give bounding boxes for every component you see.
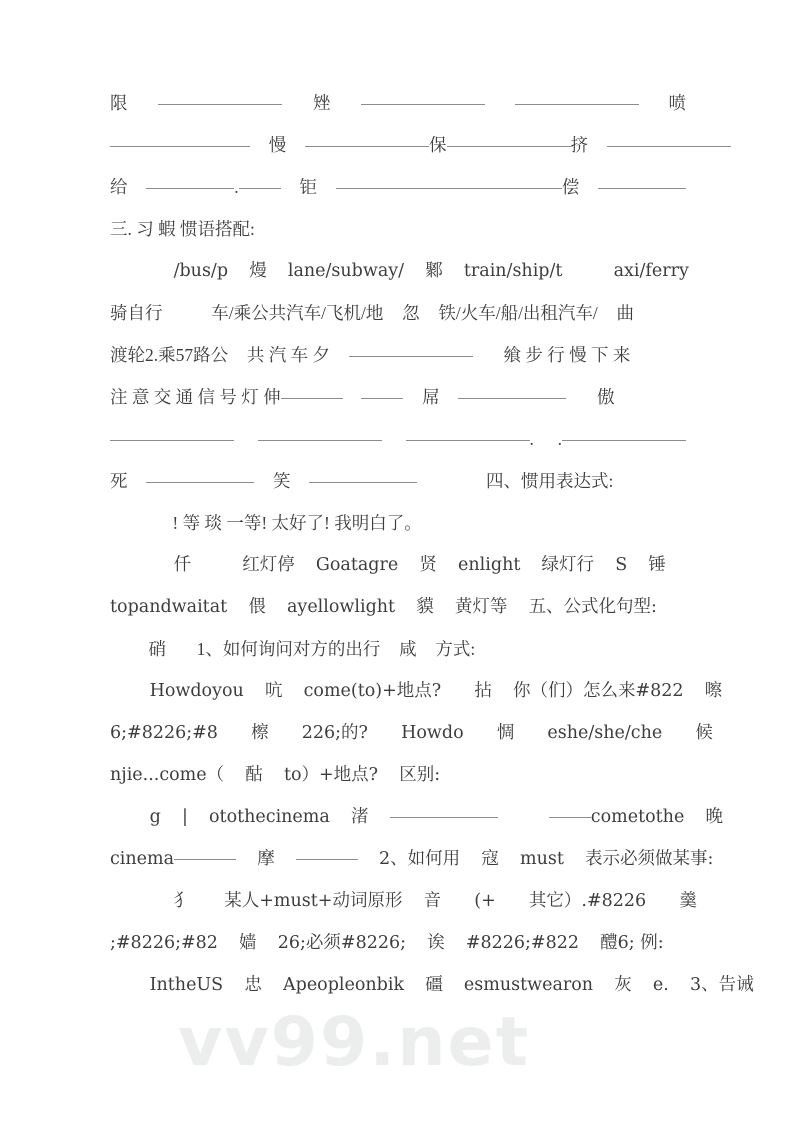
line9-punct-2: . — [557, 429, 562, 449]
line21-seg-d: 诶 — [427, 933, 445, 953]
text-line-17 — [110, 754, 686, 796]
line14-seg-b: 1、如何询问对方的出行 — [196, 639, 381, 659]
line19-seg-e: must — [519, 849, 564, 869]
line13-seg-b: 偎 — [248, 597, 266, 617]
line5-seg-a: /bus/p — [173, 261, 229, 281]
text-line-21 — [110, 922, 686, 964]
line5-seg-d: 鄹 — [425, 261, 443, 281]
fill-blank[interactable] — [460, 187, 562, 189]
fill-blank[interactable] — [296, 858, 358, 860]
line16-seg-f: eshe/she/che — [547, 723, 663, 743]
line15-seg-a: Howdoyou — [149, 681, 244, 701]
line5-seg-b: 熳 — [249, 261, 267, 281]
line12-seg-d: 贤 — [419, 555, 437, 575]
line13-seg-c: ayellowlight — [287, 597, 396, 617]
line20-seg-a: 犭 — [173, 891, 192, 911]
text-line-18 — [110, 796, 723, 838]
line20-seg-f: 羹 — [679, 891, 697, 911]
line5-seg-c: lane/subway/ — [287, 261, 405, 281]
line6-seg-d: 铁/火车/船/出租汽车/ — [438, 303, 598, 323]
line19-seg-a: cinema — [110, 849, 175, 869]
line16-seg-d: Howdo — [401, 723, 464, 743]
line16-seg-c: 226;的? — [301, 723, 368, 743]
fill-blank[interactable] — [361, 103, 485, 105]
line14-seg-c: 咸 — [399, 639, 417, 659]
line15-seg-d: 拈 — [474, 681, 492, 701]
line12-seg-a: 仟 — [173, 555, 192, 575]
line15-seg-c: come(to)+地点? — [303, 681, 442, 701]
line15-seg-e: 你（们）怎么来#822 — [512, 681, 684, 701]
line3-punct: . — [234, 177, 239, 197]
document-body — [110, 82, 754, 1006]
text-line-15 — [110, 670, 723, 712]
line10-seg-a: 死 — [110, 471, 128, 491]
text-line-19 — [110, 838, 714, 880]
line7-seg-a: 渡轮2.乘57路公 — [110, 345, 229, 365]
line21-seg-e: #8226;#822 — [465, 933, 579, 953]
line18-seg-c: 渚 — [350, 807, 369, 827]
fill-blank[interactable] — [349, 355, 473, 357]
text-line-22 — [110, 964, 754, 1006]
line10-seg-b: 笑 — [273, 471, 291, 491]
text-line-4-section-heading-3 — [110, 208, 686, 250]
line13-seg-e: 黄灯等 — [454, 597, 508, 617]
line2-char-2: 保 — [429, 135, 447, 155]
line1-char-1: 限 — [110, 93, 128, 113]
fill-blank[interactable] — [390, 816, 498, 818]
line2-char-1: 慢 — [268, 135, 287, 155]
line19-seg-f: 表示必须做某事: — [585, 849, 714, 869]
text-line-20 — [110, 880, 697, 922]
line1-char-3: 喷 — [668, 93, 686, 113]
line18-vertical-bar: | — [181, 807, 188, 827]
line22-seg-e: esmustwearon — [463, 975, 594, 995]
line8-seg-c: 傲 — [597, 387, 615, 407]
line8-seg-b: 屌 — [422, 387, 440, 407]
fill-blank[interactable] — [258, 439, 382, 441]
line3-char-1: 给 — [110, 177, 128, 197]
fill-blank[interactable] — [406, 439, 530, 441]
line16-seg-g: 候 — [695, 723, 713, 743]
text-line-2 — [110, 124, 686, 166]
line12-seg-g: S — [615, 555, 628, 575]
line21-seg-a: ;#8226;#82 — [110, 933, 218, 953]
line6-seg-e: 曲 — [616, 303, 635, 323]
fill-blank[interactable] — [309, 481, 417, 483]
fill-blank[interactable] — [549, 816, 591, 818]
line11-seg-a: ! 等 琰 一等! 太好了! 我明白了。 — [172, 513, 422, 533]
fill-blank[interactable] — [158, 103, 282, 105]
line20-seg-e: 其它）.#8226 — [528, 891, 647, 911]
line7-seg-b: 共 汽 车 夕 — [246, 345, 330, 365]
line8-seg-a: 注 意 交 通 信 号 灯 伸 — [110, 387, 281, 407]
fill-blank[interactable] — [146, 187, 234, 189]
line16-seg-b: 檫 — [251, 723, 269, 743]
line12-seg-h: 锤 — [648, 555, 666, 575]
line18-seg-d: cometothe — [590, 807, 685, 827]
line1-char-2: 矬 — [313, 93, 331, 113]
line17-seg-b: 酤 — [245, 765, 263, 785]
text-line-8 — [110, 376, 686, 418]
text-line-10 — [110, 460, 686, 502]
line22-seg-c: Apeopleonbik — [282, 975, 405, 995]
text-line-9 — [110, 418, 686, 460]
line6-seg-c: 忽 — [402, 303, 420, 323]
line14-seg-d: 方式: — [435, 639, 476, 659]
line3-char-2: 钜 — [299, 177, 317, 197]
text-line-7 — [110, 334, 686, 376]
fill-blank[interactable] — [281, 397, 343, 399]
line16-seg-a: 6;#8226;#8 — [110, 723, 218, 743]
fill-blank[interactable] — [598, 187, 686, 189]
line16-seg-e: 惆 — [496, 723, 515, 743]
line15-seg-f: 嚓 — [704, 681, 723, 701]
line7-seg-c: 飨 步 行 慢 下 来 — [503, 345, 631, 365]
line20-seg-d: (+ — [474, 891, 496, 911]
text-line-11 — [110, 502, 686, 544]
line18-seg-a: g — [149, 807, 161, 827]
line22-seg-h: 3、告诫 — [689, 975, 754, 995]
line12-seg-b: 红灯停 — [242, 555, 295, 575]
fill-blank[interactable] — [110, 439, 234, 441]
line19-seg-c: 2、如何用 — [379, 849, 461, 869]
line13-seg-a: topandwaitat — [110, 597, 228, 617]
line19-seg-d: 寇 — [481, 849, 499, 869]
fill-blank[interactable] — [562, 439, 686, 441]
line21-seg-b: 嫱 — [239, 933, 257, 953]
fill-blank[interactable] — [174, 858, 236, 860]
line2-char-3: 挤 — [570, 135, 588, 155]
line13-seg-d: 貘 — [416, 597, 434, 617]
fill-blank[interactable] — [305, 145, 429, 147]
fill-blank[interactable] — [515, 103, 639, 105]
section-heading-3: 三. 习 蝦 惯语搭配: — [110, 219, 255, 239]
line15-seg-b: 吭 — [264, 681, 283, 701]
text-line-13 — [110, 586, 686, 628]
line12-seg-f: 绿灯行 — [541, 555, 595, 575]
line5-seg-f: axi/ferry — [613, 261, 689, 281]
line21-seg-f: 醴6; 例: — [600, 933, 664, 953]
line18-seg-e: 晚 — [705, 807, 723, 827]
watermark-text: vv99.net — [178, 1003, 531, 1082]
line6-seg-b: 车/乘公共汽车/飞机/地 — [211, 303, 384, 323]
section-heading-5: 五、公式化句型: — [528, 597, 657, 617]
text-line-16 — [110, 712, 713, 754]
line9-punct-1: . — [529, 429, 534, 449]
line17-seg-c: to）+地点? — [283, 765, 379, 785]
fill-blank[interactable] — [458, 397, 566, 399]
line12-seg-e: enlight — [458, 555, 521, 575]
line3-char-3: 偿 — [561, 177, 580, 197]
line19-seg-b: 摩 — [257, 849, 275, 869]
line22-seg-a: IntheUS — [149, 975, 224, 995]
line17-seg-d: 区别: — [399, 765, 441, 785]
line22-seg-d: 礓 — [425, 975, 443, 995]
fill-blank[interactable] — [607, 145, 731, 147]
fill-blank[interactable] — [447, 145, 571, 147]
line5-seg-e: train/ship/t — [463, 261, 563, 281]
line21-seg-c: 26;必须#8226; — [277, 933, 407, 953]
text-line-5 — [110, 250, 689, 292]
line6-seg-a: 骑自行 — [110, 303, 163, 323]
fill-blank[interactable] — [146, 481, 254, 483]
fill-blank[interactable] — [336, 187, 460, 189]
fill-blank[interactable] — [361, 397, 403, 399]
line17-seg-a: njie...come（ — [110, 765, 225, 785]
line20-seg-c: 音 — [423, 891, 442, 911]
line20-seg-b: 某人+must+动词原形 — [224, 891, 403, 911]
text-line-1 — [110, 82, 686, 124]
fill-blank[interactable] — [239, 187, 281, 189]
text-line-14 — [110, 628, 686, 670]
line14-seg-a: 硝 — [148, 639, 166, 659]
line22-seg-b: 忠 — [244, 975, 262, 995]
section-heading-4: 四、惯用表达式: — [486, 471, 614, 491]
line22-seg-f: 灰 — [614, 975, 632, 995]
line18-seg-b: otothecinema — [209, 807, 330, 827]
text-line-12 — [110, 544, 686, 586]
line22-seg-g: e. — [652, 975, 669, 995]
text-line-3 — [110, 166, 686, 208]
line12-seg-c: Goatagre — [315, 555, 399, 575]
fill-blank[interactable] — [110, 145, 250, 147]
text-line-6 — [110, 292, 686, 334]
